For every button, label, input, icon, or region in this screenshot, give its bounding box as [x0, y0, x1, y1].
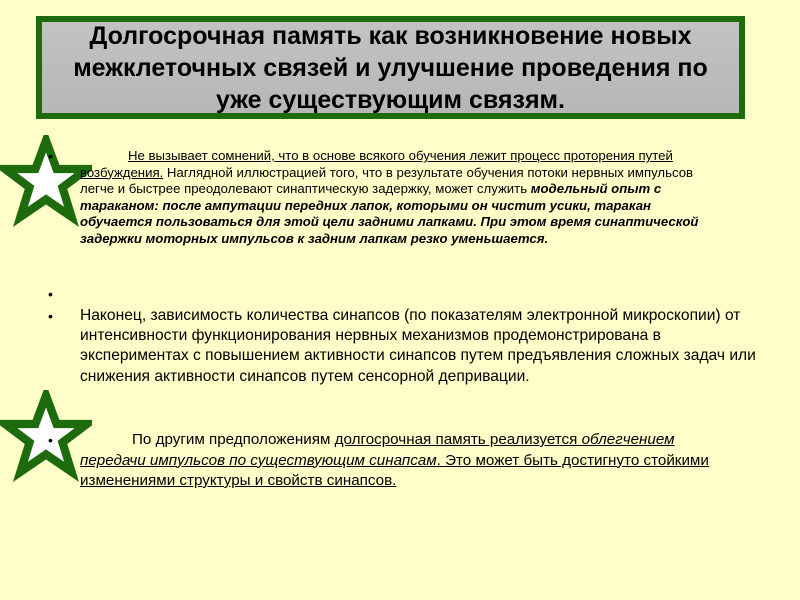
paragraph-3: Наконец, зависимость количества синапсов (по показателям электронной микроскопии) от интенсивности функционирования нервных механизмов продемонстрирована в экспериментах с повышением активности синапсов путем предъявления сложных задач или снижения активности синапсов путем сенсорной депривации.	[80, 307, 756, 385]
paragraph-4	[80, 430, 730, 492]
p4-underlined-text: долгосрочная память реализуется	[334, 431, 582, 448]
p1-text: Наглядной иллюстрацией того, что в результате обучения потоки нервных импульсов легче и быстрее преодолевают синаптическую задержку, может служить	[80, 164, 694, 196]
star-icon	[0, 135, 92, 227]
bullet: •	[48, 148, 53, 164]
slide-title: Долгосрочная память как возникновение новых межклеточных связей и улучшение проведения по уже существующим связям.	[73, 21, 708, 114]
p1-bold-italic-text: модельный опыт с тараканом: после ампутации передних лапок, которыми он чистит усики, таракан обучается пользоваться для этой цели задними лапками. При этом время синаптической задержки моторных импульсов к задним лапкам резко уменьшается.	[80, 181, 699, 246]
bullet: •	[48, 286, 53, 302]
title-frame	[36, 16, 745, 119]
bullet: •	[48, 432, 53, 448]
bullet: •	[48, 308, 53, 324]
star-icon	[0, 390, 92, 482]
p1-underlined-text: Не вызывает сомнений, что в основе всякого обучения лежит процесс проторения путей возбуждения.	[80, 148, 673, 180]
paragraph-1	[80, 148, 720, 247]
p4-underlined-end-text: . Это может быть достигнуто стойкими изменениями структуры и свойств синапсов.	[80, 451, 709, 489]
p4-text: По другим предположениям	[132, 431, 335, 448]
p4-underlined-italic-text: облегчением передачи импульсов по существующим синапсам	[80, 431, 675, 469]
